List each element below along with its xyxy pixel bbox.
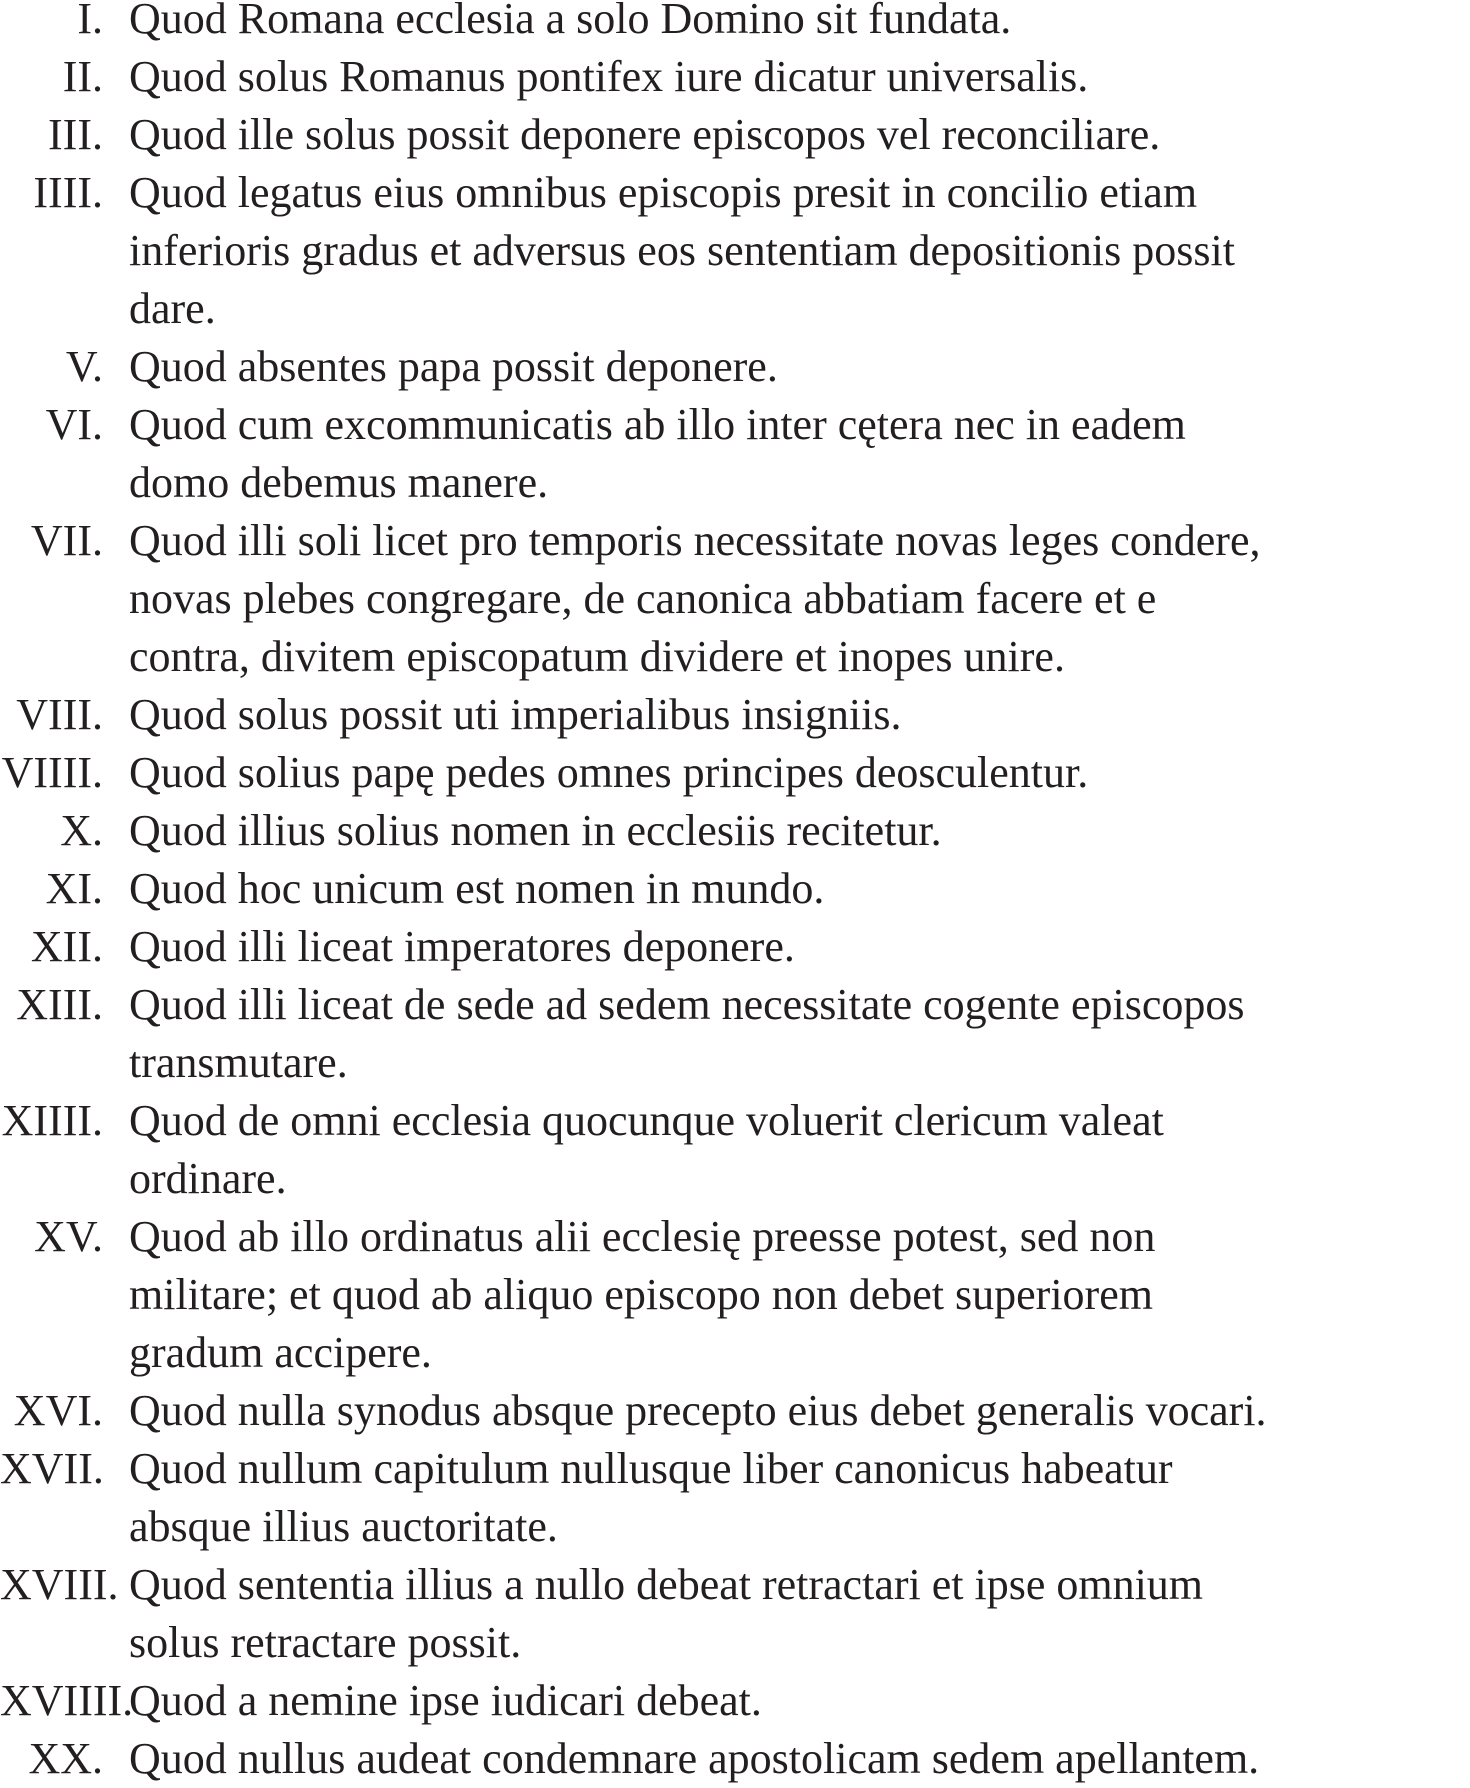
item-number: XII.	[30, 922, 103, 971]
text-line: novas plebes congregare, de canonica abbatiam facere et e	[129, 574, 1157, 623]
item-number: VII.	[30, 516, 103, 565]
item-number: XVI.	[13, 1386, 103, 1435]
list-item	[0, 1730, 1470, 1788]
text-line: Quod nullus audeat condemnare apostolicam sedem apellantem.	[129, 1734, 1260, 1783]
list-item	[0, 1092, 1470, 1208]
text-line: Quod illi liceat imperatores deponere.	[129, 922, 795, 971]
list-item	[0, 744, 1470, 802]
list-item	[0, 0, 1470, 48]
item-number: V.	[65, 342, 103, 391]
text-line: domo debemus manere.	[129, 458, 549, 507]
item-number: VIIII.	[1, 748, 103, 797]
item-text	[129, 1730, 1449, 1788]
text-line: Quod sententia illius a nullo debeat retractari et ipse omnium	[129, 1560, 1204, 1609]
list-item	[0, 802, 1470, 860]
text-line: Quod nulla synodus absque precepto eius debet generalis vocari.	[129, 1386, 1267, 1435]
item-text	[129, 686, 1449, 744]
list-item	[0, 512, 1470, 686]
text-line: Quod Romana ecclesia a solo Domino sit fundata.	[129, 0, 1012, 43]
text-line: Quod illius solius nomen in ecclesiis recitetur.	[129, 806, 942, 855]
list-item	[0, 1382, 1470, 1440]
item-text	[129, 0, 1449, 48]
item-text	[129, 106, 1449, 164]
text-line: dare.	[129, 284, 216, 333]
list-item	[0, 976, 1470, 1092]
list-item	[0, 1672, 1470, 1730]
list-item	[0, 338, 1470, 396]
text-line: Quod de omni ecclesia quocunque voluerit clericum valeat	[129, 1096, 1164, 1145]
item-number: I.	[77, 0, 103, 43]
text-line: militare; et quod ab aliquo episcopo non debet superiorem	[129, 1270, 1153, 1319]
item-text	[129, 48, 1449, 106]
list-item	[0, 106, 1470, 164]
text-line: ordinare.	[129, 1154, 287, 1203]
item-text	[129, 338, 1449, 396]
text-line: Quod ab illo ordinatus alii ecclesię preesse potest, sed non	[129, 1212, 1156, 1261]
text-line: Quod solus possit uti imperialibus insigniis.	[129, 690, 902, 739]
item-number: VI.	[45, 400, 103, 449]
text-line: Quod solus Romanus pontifex iure dicatur universalis.	[129, 52, 1089, 101]
item-number: XX.	[28, 1734, 103, 1783]
list-item	[0, 1208, 1470, 1382]
item-number: II.	[62, 52, 103, 101]
list-item	[0, 686, 1470, 744]
item-text	[129, 1208, 1449, 1382]
text-line: Quod nullum capitulum nullusque liber canonicus habeatur	[129, 1444, 1173, 1493]
text-line: Quod a nemine ipse iudicari debeat.	[129, 1676, 762, 1725]
item-text	[129, 802, 1449, 860]
item-text	[129, 918, 1449, 976]
text-line: Quod cum excommunicatis ab illo inter cętera nec in eadem	[129, 400, 1186, 449]
item-text	[129, 164, 1449, 338]
list-item	[0, 1440, 1470, 1556]
list-item	[0, 48, 1470, 106]
item-number: XIII.	[16, 980, 103, 1029]
text-line: Quod hoc unicum est nomen in mundo.	[129, 864, 825, 913]
text-line: Quod illi soli licet pro temporis necessitate novas leges condere,	[129, 516, 1261, 565]
item-number: XIIII.	[1, 1096, 103, 1145]
list-item	[0, 396, 1470, 512]
item-text	[129, 1092, 1449, 1208]
list-item	[0, 164, 1470, 338]
text-line: inferioris gradus et adversus eos sententiam depositionis possit	[129, 226, 1235, 275]
text-line: solus retractare possit.	[129, 1618, 522, 1667]
text-line: Quod illi liceat de sede ad sedem necessitate cogente episcopos	[129, 980, 1245, 1029]
item-number: XVII.	[0, 1444, 104, 1493]
item-text	[129, 1440, 1449, 1556]
text-line: gradum accipere.	[129, 1328, 432, 1377]
item-number: XVIII.	[0, 1560, 119, 1609]
list-item	[0, 860, 1470, 918]
item-text	[129, 744, 1449, 802]
item-text	[129, 1382, 1449, 1440]
item-text	[129, 396, 1449, 512]
list-item	[0, 1556, 1470, 1672]
text-line: contra, divitem episcopatum dividere et inopes unire.	[129, 632, 1065, 681]
item-text	[129, 1672, 1449, 1730]
item-number: XV.	[34, 1212, 103, 1261]
item-number: XI.	[45, 864, 103, 913]
item-number: IIII.	[33, 168, 103, 217]
item-text	[129, 976, 1449, 1092]
text-line: absque illius auctoritate.	[129, 1502, 558, 1551]
text-line: Quod ille solus possit deponere episcopos vel reconciliare.	[129, 110, 1161, 159]
item-number: VIII.	[16, 690, 103, 739]
text-line: Quod legatus eius omnibus episcopis presit in concilio etiam	[129, 168, 1198, 217]
item-text	[129, 1556, 1449, 1672]
text-line: Quod absentes papa possit deponere.	[129, 342, 778, 391]
item-text	[129, 512, 1449, 686]
list-item	[0, 918, 1470, 976]
item-number: III.	[48, 110, 103, 159]
item-number: X.	[60, 806, 103, 855]
item-number: XVIIII.	[0, 1676, 134, 1725]
text-line: Quod solius papę pedes omnes principes deosculentur.	[129, 748, 1089, 797]
text-line: transmutare.	[129, 1038, 348, 1087]
item-text	[129, 860, 1449, 918]
